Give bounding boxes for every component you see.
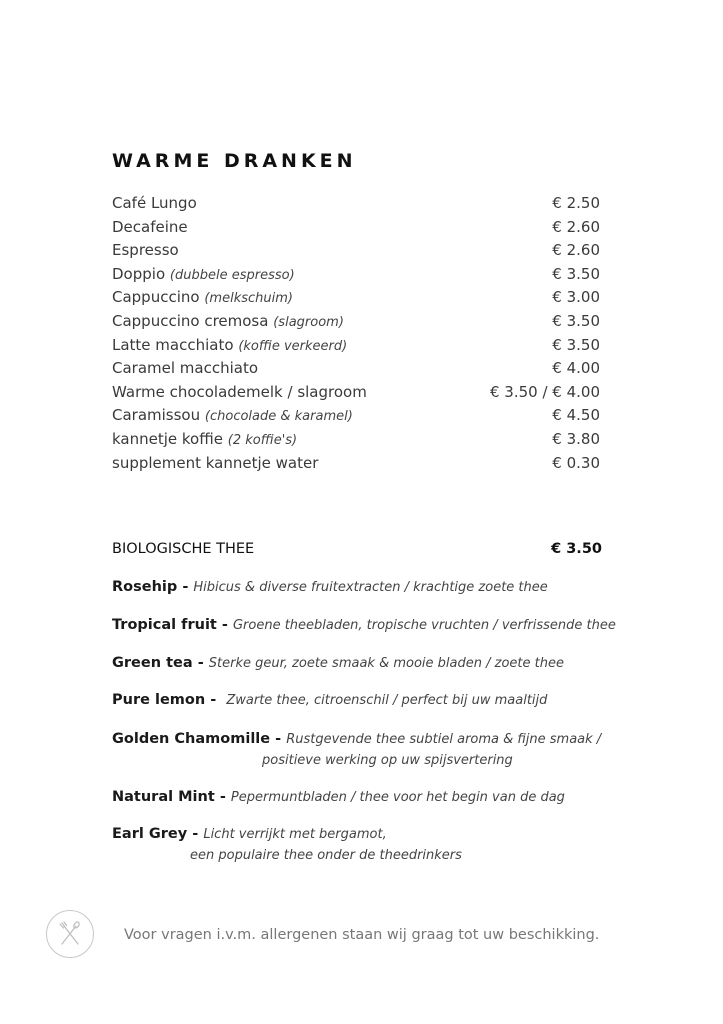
drink-name: Warme chocolademelk / slagroom [112, 382, 367, 401]
section-title-warme-dranken: WARME DRANKEN [112, 150, 357, 172]
tea-description: Hibicus & diverse fruitextracten / krachtige zoete thee [193, 580, 548, 595]
drink-price: € 3.50 [552, 311, 600, 330]
drink-name-block [112, 430, 297, 448]
drink-price: € 2.60 [552, 217, 600, 236]
drink-name-block [112, 312, 344, 330]
drink-name-block [112, 406, 353, 424]
tea-name: Tropical fruit [112, 617, 217, 633]
tea-description: Pepermuntbladen / thee voor het begin van de dag [230, 790, 565, 805]
list-item [112, 265, 600, 289]
drink-price: € 3.00 [552, 288, 600, 307]
tea-description-continued: een populaire thee onder de theedrinkers [190, 848, 462, 863]
drink-name: kannetje koffie [112, 429, 223, 448]
drink-name: Café Lungo [112, 194, 197, 212]
drink-name-block [112, 383, 367, 401]
drink-note: (dubbele espresso) [169, 267, 295, 283]
tea-name: Natural Mint [112, 789, 215, 805]
drink-note: (melkschuim) [204, 291, 293, 307]
tea-description-continued: positieve werking op uw spijsvertering [262, 753, 513, 768]
tea-item-rosehip [112, 579, 548, 595]
tea-separator: - [214, 789, 231, 805]
drink-name: Doppio [112, 264, 166, 283]
drink-name: Caramel macchiato [112, 359, 259, 378]
drink-name: Espresso [112, 241, 179, 260]
tea-section-title: BIOLOGISCHE THEE [112, 541, 255, 557]
drink-price: € 3.50 [552, 264, 600, 283]
tea-name: Golden Chamomille [112, 731, 271, 747]
tea-separator: - [216, 617, 233, 633]
tea-item-earl-grey [112, 826, 462, 863]
tea-item-tropical-fruit [112, 617, 616, 633]
drink-name: Decafeine [112, 217, 188, 236]
tea-separator: - [270, 731, 287, 747]
drink-name-block [112, 454, 318, 472]
tea-separator: - [192, 655, 209, 671]
list-item [112, 336, 600, 360]
drink-name-block [112, 265, 295, 283]
tea-name: Rosehip [112, 579, 178, 595]
drink-note: (slagroom) [273, 314, 344, 330]
tea-separator: - [177, 579, 194, 595]
list-item [112, 194, 600, 218]
drink-price: € 3.50 [552, 335, 600, 354]
drink-price: € 4.50 [552, 406, 600, 425]
list-item [112, 406, 600, 430]
tea-item-green-tea [112, 655, 564, 671]
tea-item-pure-lemon [112, 692, 547, 708]
drink-price: € 2.50 [552, 194, 600, 212]
list-item [112, 430, 600, 454]
fork-spoon-logo-graphic [47, 911, 93, 957]
tea-section-price: € 3.50 [551, 541, 602, 557]
tea-section-header [112, 541, 602, 557]
fork-spoon-logo-icon [46, 910, 94, 958]
drink-price: € 2.60 [552, 241, 600, 260]
drink-name: Caramissou [112, 406, 201, 425]
list-item [112, 312, 600, 336]
tea-description: Zwarte thee, citroenschil / perfect bij uw maaltijd [226, 693, 548, 708]
drink-note: (chocolade & karamel) [204, 409, 353, 425]
tea-name: Green tea [112, 655, 193, 671]
tea-name: Pure lemon [112, 692, 206, 708]
drink-note: (2 koffie's) [227, 432, 298, 448]
list-item [112, 383, 600, 407]
tea-description: Rustgevende thee subtiel aroma & fijne smaak / [286, 732, 602, 747]
drink-name-block [112, 218, 188, 236]
allergen-notice: Voor vragen i.v.m. allergenen staan wij graag tot uw beschikking. [124, 927, 600, 943]
tea-description: Groene theebladen, tropische vruchten / verfrissende thee [232, 618, 616, 633]
list-item [112, 218, 600, 242]
drink-price: € 3.50 / € 4.00 [489, 382, 600, 401]
drink-price: € 4.00 [552, 359, 600, 378]
drink-name: Latte macchiato [112, 335, 234, 354]
tea-description: Sterke geur, zoete smaak & mooie bladen / zoete thee [208, 656, 564, 671]
drink-price: € 0.30 [552, 453, 600, 472]
tea-item-golden-chamomille [112, 731, 601, 768]
tea-separator: - [205, 692, 227, 708]
tea-separator: - [187, 826, 204, 842]
drink-price: € 3.80 [552, 429, 600, 448]
list-item [112, 241, 600, 265]
list-item [112, 454, 600, 478]
drink-name: Cappuccino cremosa [112, 311, 269, 330]
tea-item-natural-mint [112, 789, 565, 805]
list-item [112, 288, 600, 312]
list-item [112, 359, 600, 383]
drink-name: Cappuccino [112, 288, 200, 307]
drink-name-block [112, 241, 179, 259]
tea-description: Licht verrijkt met bergamot, [203, 827, 387, 842]
drink-name: supplement kannetje water [112, 453, 319, 472]
drink-name-block [112, 194, 197, 212]
tea-name: Earl Grey [112, 826, 188, 842]
drink-name-block [112, 288, 293, 306]
drink-note: (koffie verkeerd) [238, 338, 348, 354]
drink-name-block [112, 336, 347, 354]
drink-name-block [112, 359, 258, 377]
drinks-list [112, 194, 600, 477]
